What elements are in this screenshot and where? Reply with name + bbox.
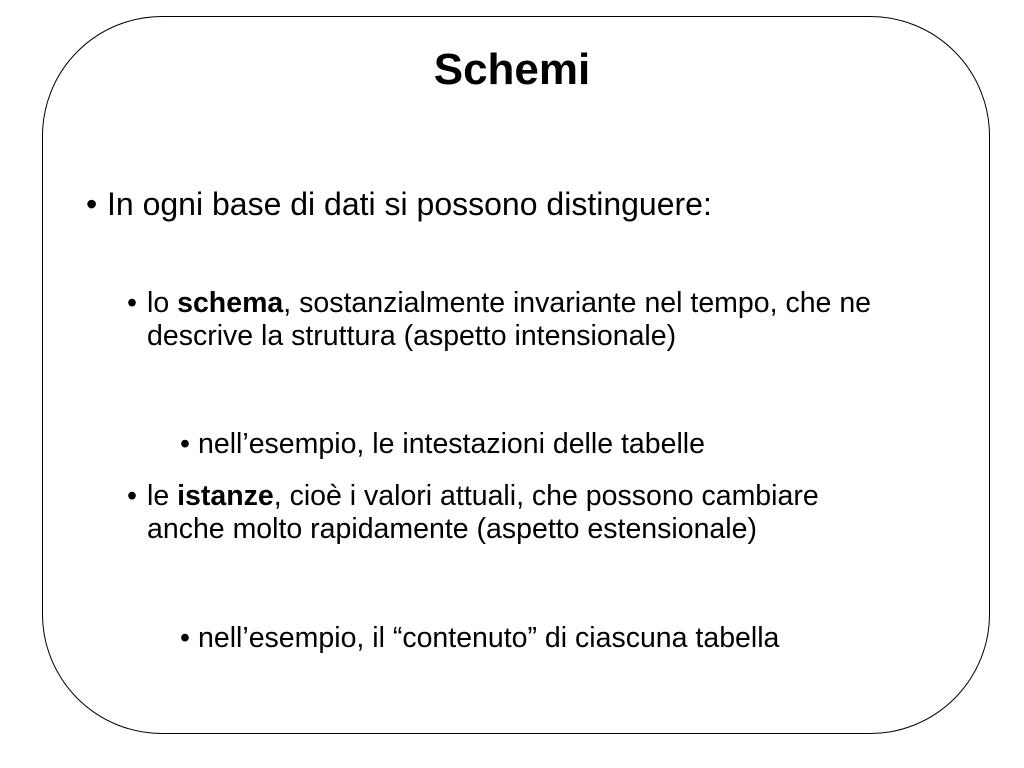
schema-term: schema bbox=[177, 287, 284, 319]
schema-example-bullet bbox=[180, 428, 918, 461]
schema-bullet bbox=[127, 287, 887, 353]
bullet-marker: • bbox=[180, 428, 190, 460]
bullet-marker: • bbox=[180, 622, 190, 654]
istanze-description: , cioè i valori attuali, che possono cambiare anche molto rapidamente (aspetto estensionale) bbox=[147, 480, 819, 545]
intro-bullet bbox=[86, 186, 927, 223]
istanze-term: istanze bbox=[177, 480, 274, 512]
istanze-bullet bbox=[127, 480, 887, 546]
intro-text: In ogni base di dati si possono distinguere: bbox=[107, 186, 712, 222]
istanze-example-bullet bbox=[180, 622, 878, 655]
slide-title: Schemi bbox=[433, 45, 591, 94]
schema-example-text: nell’esempio, le intestazioni delle tabelle bbox=[198, 428, 705, 460]
bullet-marker: • bbox=[127, 287, 137, 319]
schema-prefix: lo bbox=[147, 287, 178, 319]
schema-description: , sostanzialmente invariante nel tempo, che ne descrive la struttura (aspetto intensionale) bbox=[147, 287, 872, 352]
istanze-example-text: nell’esempio, il “contenuto” di ciascuna tabella bbox=[198, 622, 780, 654]
bullet-marker: • bbox=[86, 186, 98, 222]
istanze-prefix: le bbox=[147, 480, 178, 512]
bullet-marker: • bbox=[127, 480, 137, 512]
